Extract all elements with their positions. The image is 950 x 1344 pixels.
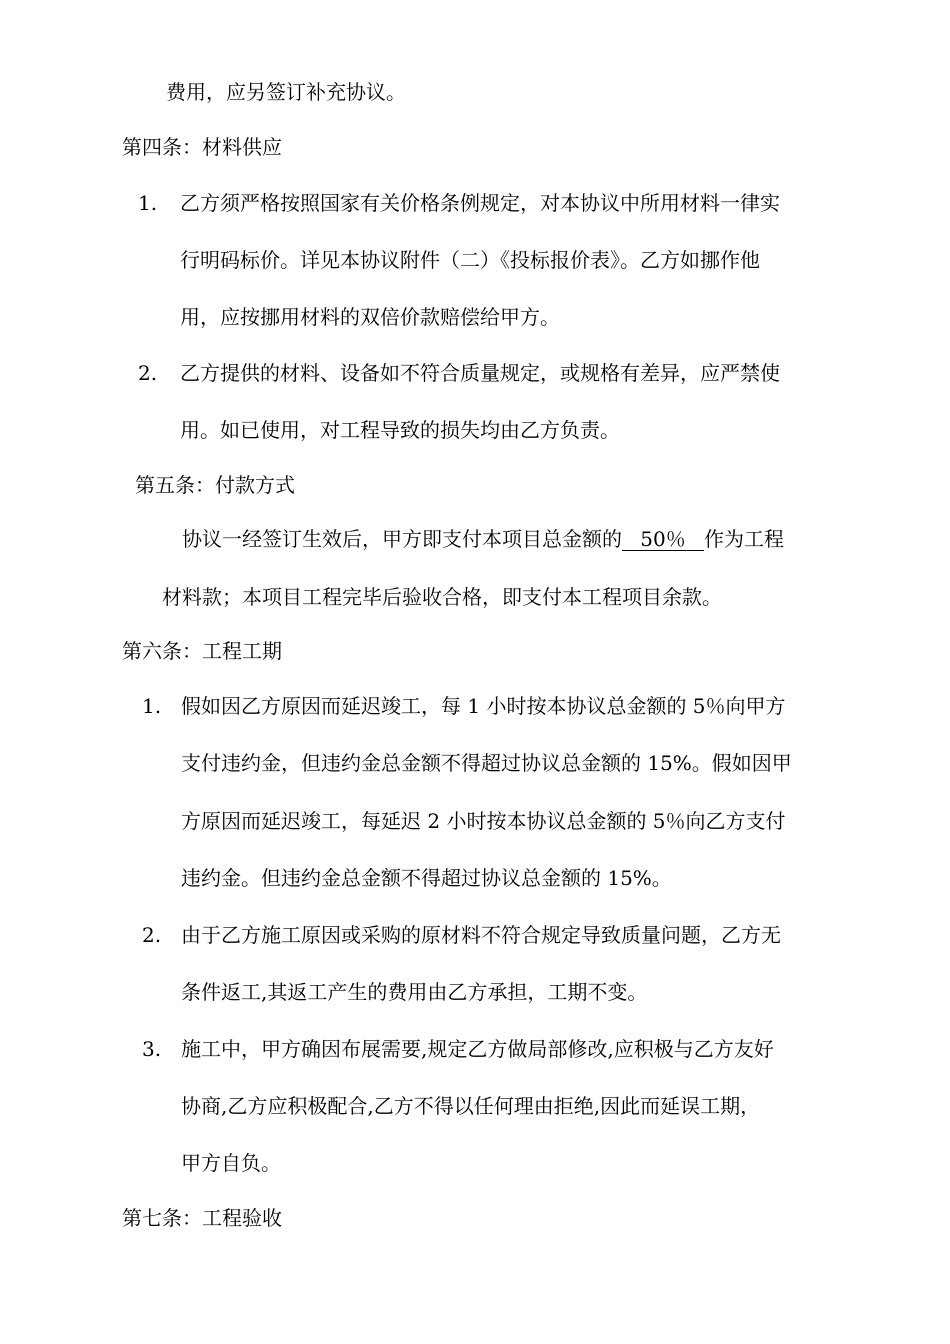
payment-text-before: 协议一经签订生效后，甲方即支付本项目总金额的 xyxy=(182,527,622,551)
paragraph-line: 乙方须严格按照国家有关价格条例规定，对本协议中所用材料一律实 xyxy=(180,191,780,215)
paragraph-line: 假如因乙方原因而延迟竣工，每 1 小时按本协议总金额的 5％向甲方 xyxy=(181,694,786,718)
paragraph-line: 甲方自负。 xyxy=(181,1151,281,1175)
paragraph-line: 条件返工,其返工产生的费用由乙方承担，工期不变。 xyxy=(181,980,648,1004)
paragraph-line: 用，应按挪用材料的双倍价款赔偿给甲方。 xyxy=(180,305,560,329)
paragraph-line: 方原因而延迟竣工，每延迟 2 小时按本协议总金额的 5％向乙方支付 xyxy=(181,809,786,833)
list-number: 1. xyxy=(138,191,158,215)
payment-percentage: 50％ xyxy=(622,528,704,551)
section-heading-4: 第四条：材料供应 xyxy=(122,135,282,159)
paragraph-line: 乙方提供的材料、设备如不符合质量规定，或规格有差异，应严禁使 xyxy=(180,361,780,385)
paragraph-line: 由于乙方施工原因或采购的原材料不符合规定导致质量问题，乙方无 xyxy=(181,923,781,947)
list-number: 3. xyxy=(142,1037,162,1061)
paragraph-line: 支付违约金，但违约金总金额不得超过协议总金额的 15%。假如因甲 xyxy=(181,751,792,775)
paragraph-line xyxy=(182,527,784,551)
list-number: 2. xyxy=(142,923,162,947)
paragraph-line: 用。如已使用，对工程导致的损失均由乙方负责。 xyxy=(180,418,620,442)
list-number: 1. xyxy=(142,694,162,718)
paragraph-line: 协商,乙方应积极配合,乙方不得以任何理由拒绝,因此而延误工期， xyxy=(181,1094,761,1118)
list-number: 2. xyxy=(138,361,158,385)
paragraph-line: 行明码标价。详见本协议附件（二）《投标报价表》。乙方如挪作他 xyxy=(180,248,760,272)
paragraph-line: 费用，应另签订补充协议。 xyxy=(166,80,406,104)
section-heading-5: 第五条：付款方式 xyxy=(135,473,295,497)
section-heading-6: 第六条：工程工期 xyxy=(122,639,282,663)
paragraph-line: 违约金。但违约金总金额不得超过协议总金额的 15%。 xyxy=(181,866,672,890)
section-heading-7: 第七条：工程验收 xyxy=(122,1206,282,1230)
paragraph-line: 材料款；本项目工程完毕后验收合格，即支付本工程项目余款。 xyxy=(162,585,722,609)
paragraph-line: 施工中，甲方确因布展需要,规定乙方做局部修改,应积极与乙方友好 xyxy=(181,1037,774,1061)
payment-text-after: 作为工程 xyxy=(704,527,784,551)
